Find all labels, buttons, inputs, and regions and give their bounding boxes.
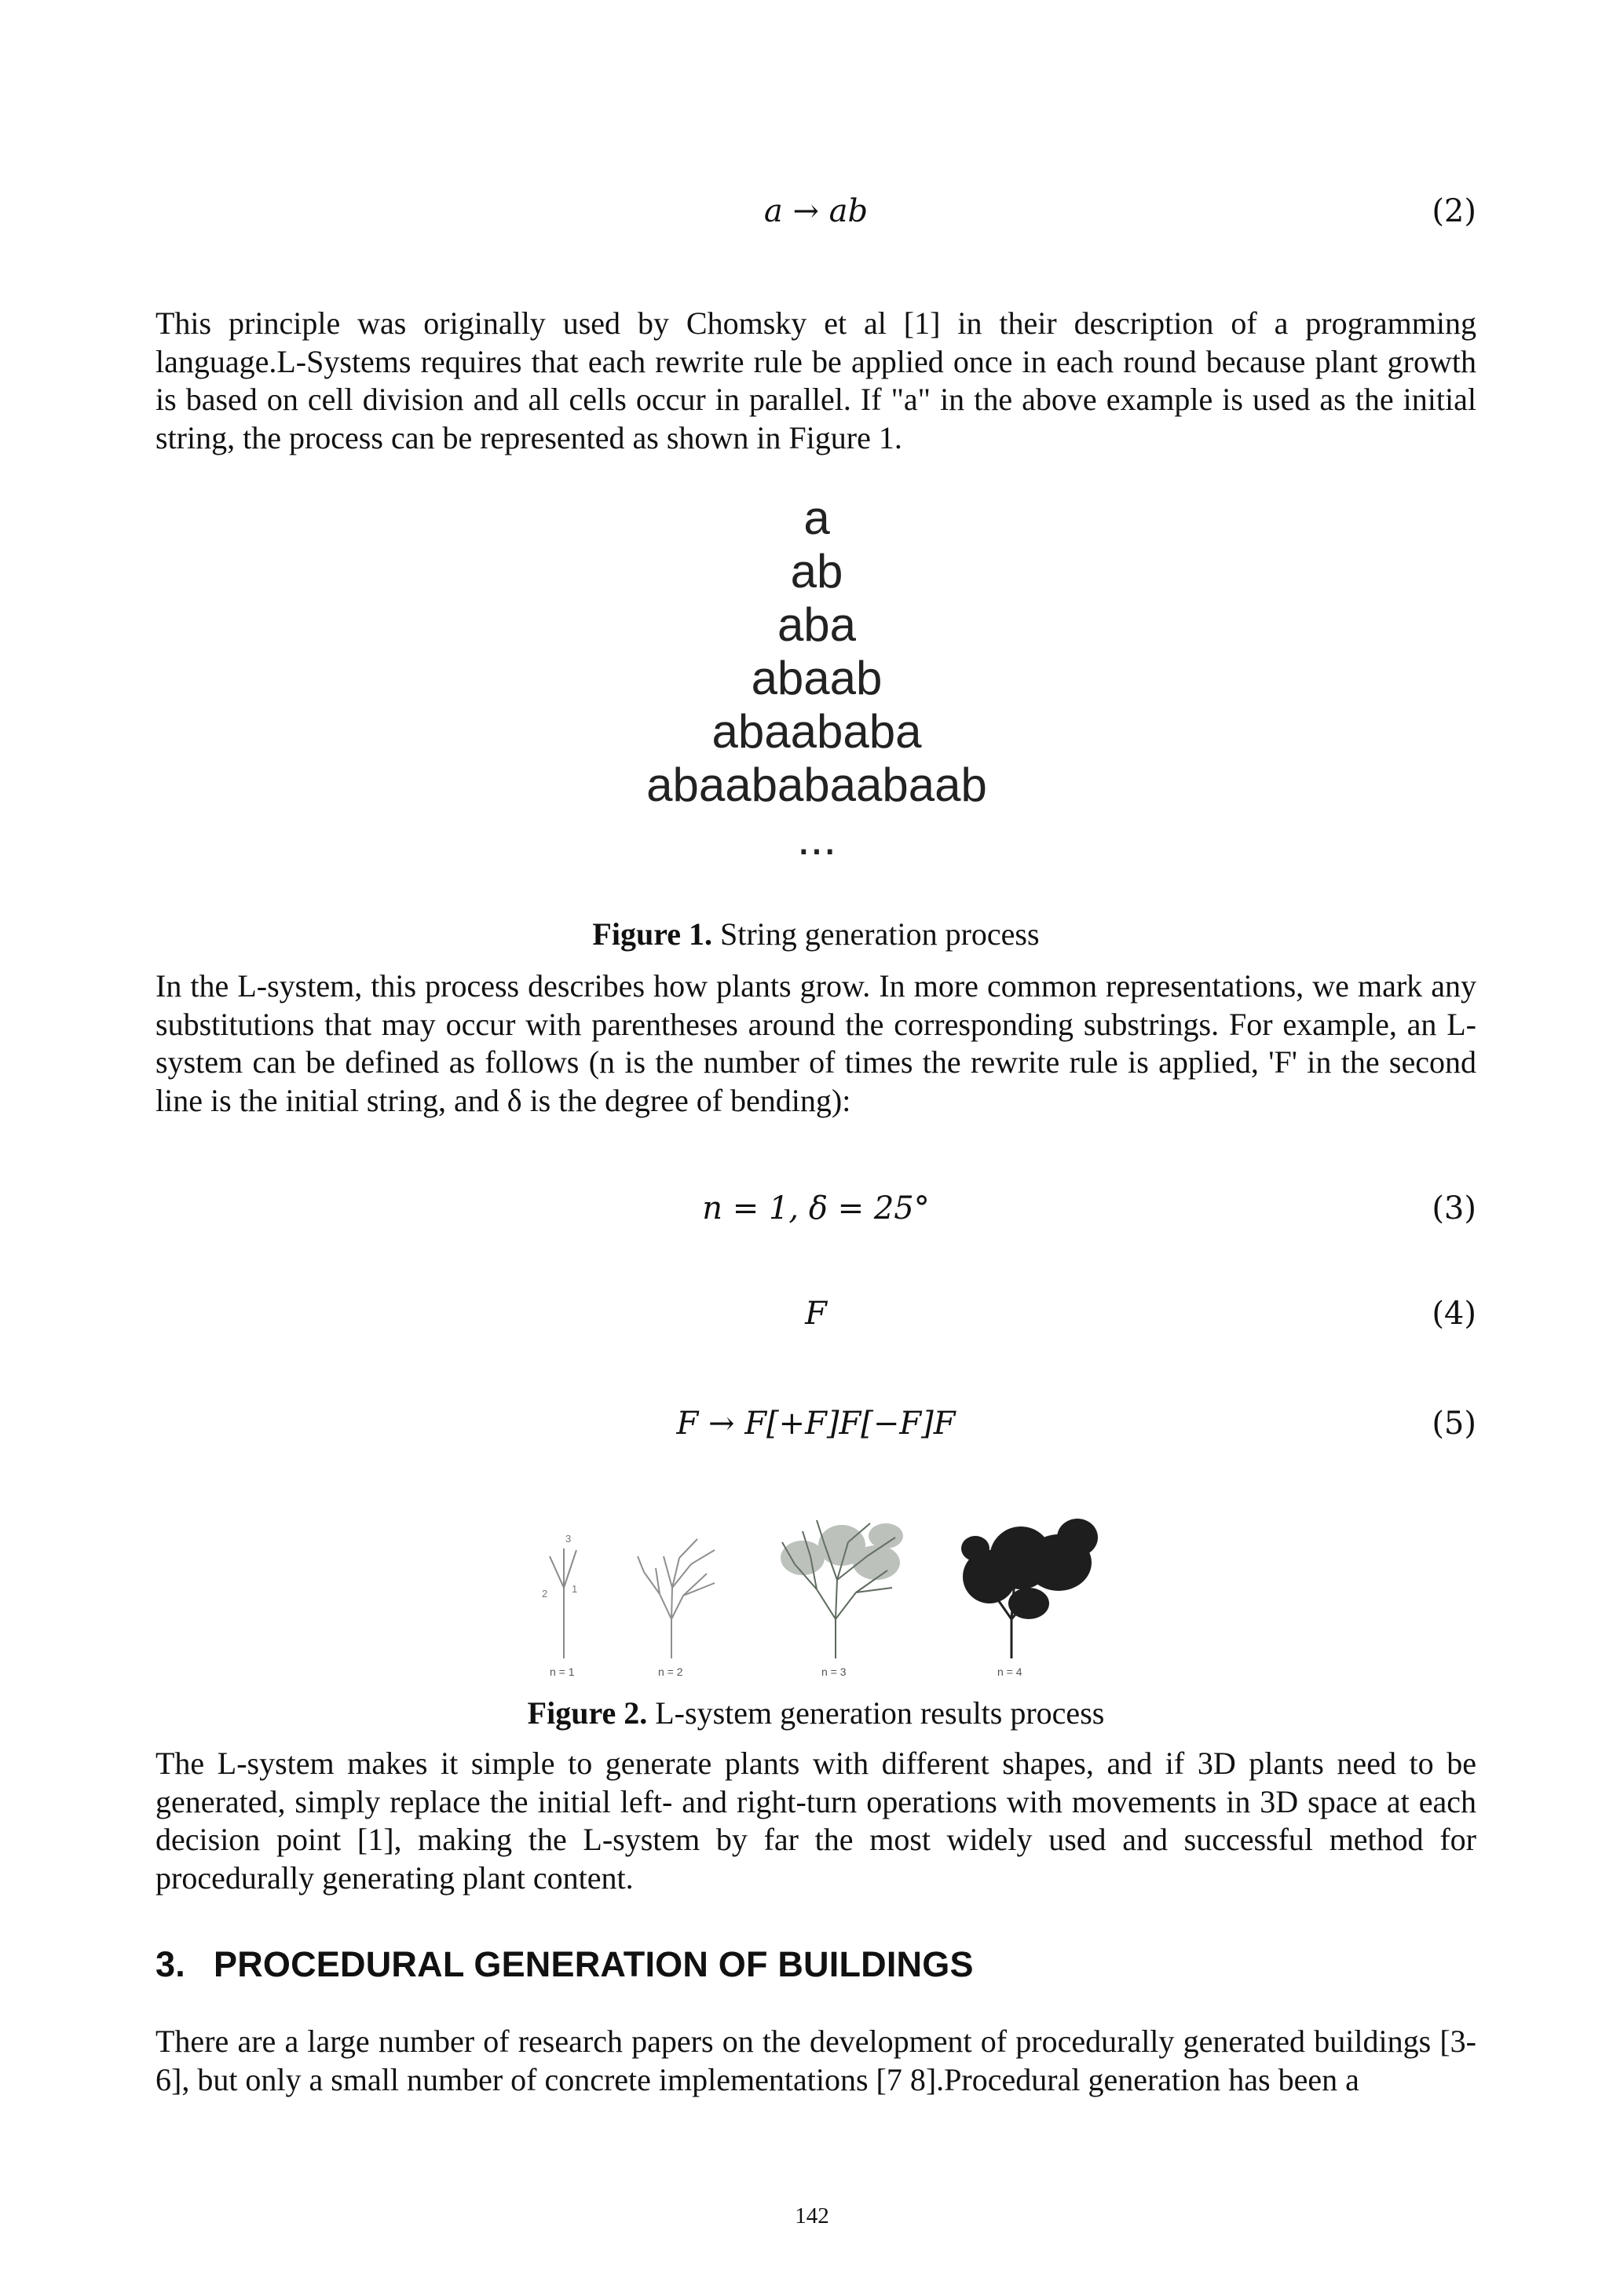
equation-3: [155, 1190, 1476, 1245]
equation-5-number: (5): [1432, 1406, 1476, 1442]
panel-label: n = 1: [550, 1665, 575, 1678]
paragraph-buildings: There are a large number of research papers on the development of procedurally generated buildings [3-6], but only a small number of concrete implementations [7 8].Procedural generation has been a: [155, 2024, 1476, 2097]
figure-1-string-sequence: [550, 492, 1084, 865]
panel-label: n = 4: [997, 1665, 1022, 1678]
sequence-string: a: [803, 492, 830, 544]
equation-5-expression: F → F[+F]F[−F]F: [676, 1406, 956, 1442]
section-heading: [155, 1944, 974, 1985]
section-title: PROCEDURAL GENERATION OF BUILDINGS: [214, 1944, 974, 1984]
branch-label: 2: [542, 1588, 548, 1600]
figure-2-caption-text: L-system generation results process: [647, 1695, 1105, 1731]
equation-2-expression: a → ab: [763, 193, 869, 229]
equation-2-number: (2): [1432, 193, 1476, 229]
figure-1-caption-label: Figure 1.: [592, 916, 712, 952]
sequence-string: aba: [777, 598, 857, 651]
sequence-string: abaababa: [711, 705, 922, 758]
sequence-string: ab: [790, 545, 843, 598]
plant-n1: [550, 1548, 576, 1658]
equation-4-expression: F: [805, 1296, 827, 1332]
figure-2-caption-label: Figure 2.: [527, 1695, 648, 1731]
sequence-string: abaab: [751, 652, 883, 704]
paragraph-l-system-definition: In the L-system, this process describes how plants grow. In more common representations, we mark any substitutions that may occur with parentheses around the corresponding substrings. For example, an L-system can be defined as follows (n is the number of times the rewrite rule is applied, 'F' in the second line is the initial string, and δ is the degree of bending):: [155, 968, 1476, 1118]
plant-n2: [638, 1539, 715, 1658]
branch-label: 1: [572, 1583, 578, 1595]
equation-3-expression: n = 1, δ = 25°: [702, 1190, 930, 1227]
figure-2-caption: [155, 1695, 1476, 1731]
page-number: 142: [795, 2203, 829, 2228]
section-number: 3.: [155, 1944, 185, 1984]
panel-label: n = 2: [658, 1665, 683, 1678]
figure-1-caption-text: String generation process: [712, 916, 1040, 952]
plant-n3-foliage: [781, 1523, 903, 1580]
panel-label: n = 3: [821, 1665, 847, 1678]
equation-5: [155, 1406, 1476, 1461]
sequence-string: abaababaabaab: [646, 759, 987, 811]
equation-3-number: (3): [1432, 1190, 1476, 1227]
paragraph-3d-plants: The L-system makes it simple to generate plants with different shapes, and if 3D plants need to be generated, simply replace the initial left- and right-turn operations with movements in 3D space at each decision point [1], making the L-system by far the most widely used and successful method for procedurally generating plant content.: [155, 1746, 1476, 1896]
equation-4: [155, 1296, 1476, 1351]
figure-2-plant-illustration: [518, 1501, 1115, 1682]
equation-2: [155, 193, 1476, 248]
paragraph-chomsky: This principle was originally used by Chomsky et al [1] in their description of a programming language.L-Systems requires that each rewrite rule be applied once in each round because plant growth is based on cell division and all cells occur in parallel. If "a" in the above example is used as the initial string, the process can be represented as shown in Figure 1.: [155, 305, 1476, 455]
plant-n4-foliage: [961, 1519, 1098, 1619]
equation-4-number: (4): [1432, 1296, 1476, 1332]
figure-1-caption: [155, 916, 1476, 952]
branch-label: 3: [565, 1533, 572, 1545]
sequence-ellipsis: ...: [796, 812, 836, 865]
